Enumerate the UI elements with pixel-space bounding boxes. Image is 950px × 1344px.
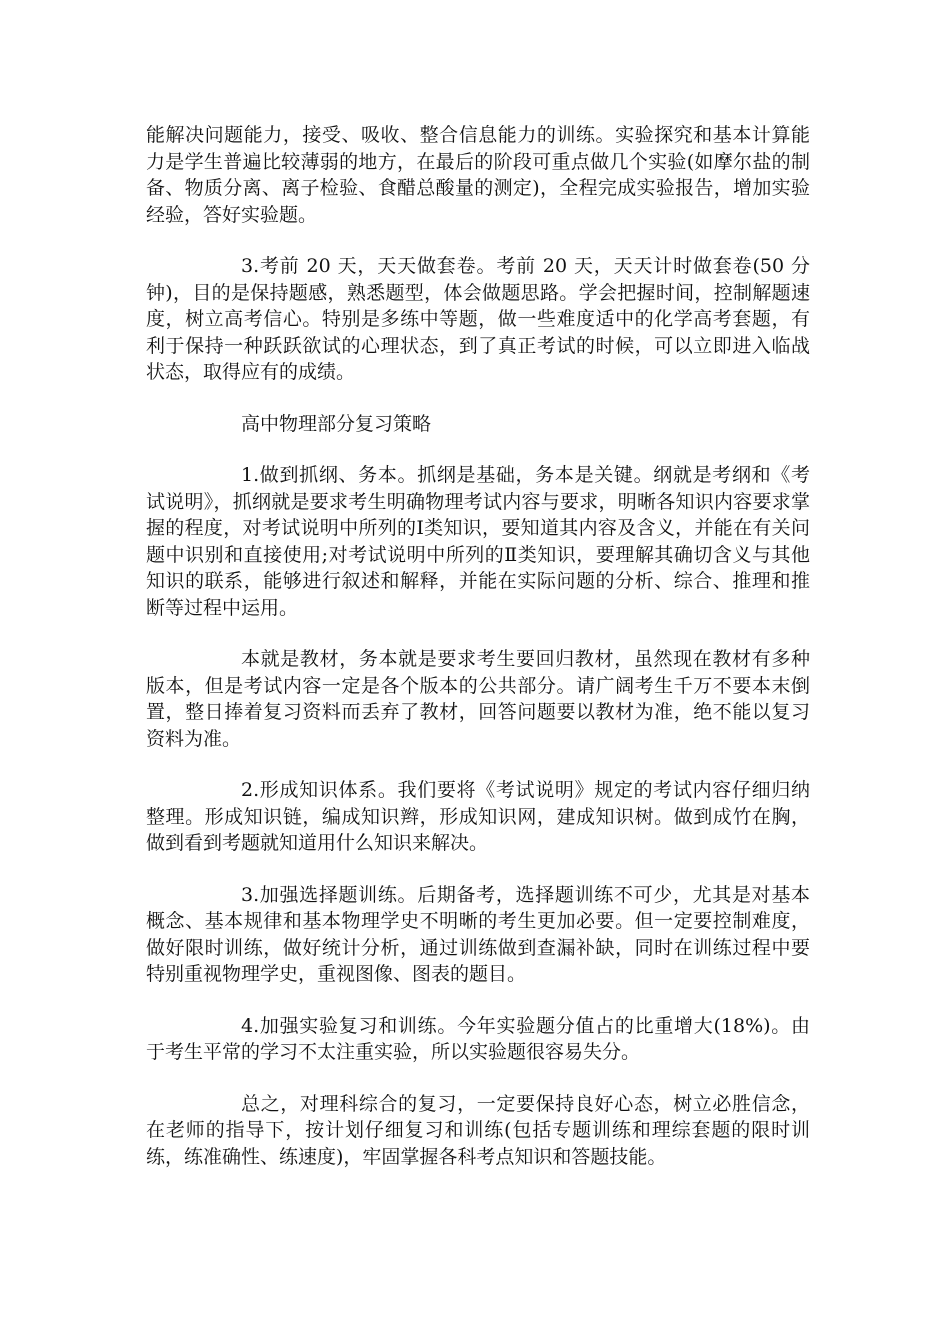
paragraph-experiments: 4.加强实验复习和训练。今年实验题分值占的比重增大(18%)。由于考生平常的学习不太注重实验，所以实验题很容易失分。 bbox=[146, 1014, 810, 1063]
paragraph-summary: 总之，对理科综合的复习，一定要保持良好心态，树立必胜信念，在老师的指导下，按计划仔细复习和训练(包括专题训练和理综套题的限时训练，练准确性、练速度)，牢固掌握各科考点知识和答题技能。 bbox=[146, 1092, 810, 1168]
paragraph-chemistry-training: 能解决问题能力，接受、吸收、整合信息能力的训练。实验探究和基本计算能力是学生普遍比较薄弱的地方，在最后的阶段可重点做几个实验(如摩尔盐的制备、物质分离、离子检验、食醋总酸量的测定)，全程完成实验报告，增加实验经验，答好实验题。 bbox=[146, 124, 810, 226]
paragraph-multiple-choice: 3.加强选择题训练。后期备考，选择题训练不可少，尤其是对基本概念、基本规律和基本物理学史不明晰的考生更加必要。但一定要控制难度，做好限时训练，做好统计分析，通过训练做到查漏补缺，同时在训练过程中要特别重视物理学史，重视图像、图表的题目。 bbox=[146, 883, 810, 985]
paragraph-knowledge-system: 2.形成知识体系。我们要将《考试说明》规定的考试内容仔细归纳整理。形成知识链，编成知识辫，形成知识网，建成知识树。做到成竹在胸，做到看到考题就知道用什么知识来解决。 bbox=[146, 779, 810, 854]
paragraph-syllabus: 1.做到抓纲、务本。抓纲是基础，务本是关键。纲就是考纲和《考试说明》，抓纲就是要求考生明确物理考试内容与要求，明晰各知识内容要求掌握的程度，对考试说明中所列的Ⅰ类知识，要知道其内容及含义，并能在有关问题中识别和直接使用;对考试说明中所列的Ⅱ类知识，要理解其确切含义与其他知识的联系，能够进行叙述和解释，并能在实际问题的分析、综合、推理和推断等过程中运用。 bbox=[146, 464, 810, 619]
paragraph-textbook: 本就是教材，务本就是要求考生要回归教材，虽然现在教材有多种版本，但是考试内容一定是各个版本的公共部分。请广阔考生千万不要本末倒置，整日捧着复习资料而丢弃了教材，回答问题要以教材为准，绝不能以复习资料为准。 bbox=[146, 648, 810, 750]
document-page bbox=[146, 122, 810, 1195]
section-heading-physics: 高中物理部分复习策略 bbox=[241, 412, 432, 435]
paragraph-mock-exams: 3.考前 20 天，天天做套卷。考前 20 天，天天计时做套卷(50 分钟)，目的是保持题感，熟悉题型，体会做题思路。学会把握时间，控制解题速度，树立高考信心。特别是多练中等题，做一些难度适中的化学高考套题，有利于保持一种跃跃欲试的心理状态，到了真正考试的时候，可以立即进入临战状态，取得应有的成绩。 bbox=[146, 255, 810, 383]
